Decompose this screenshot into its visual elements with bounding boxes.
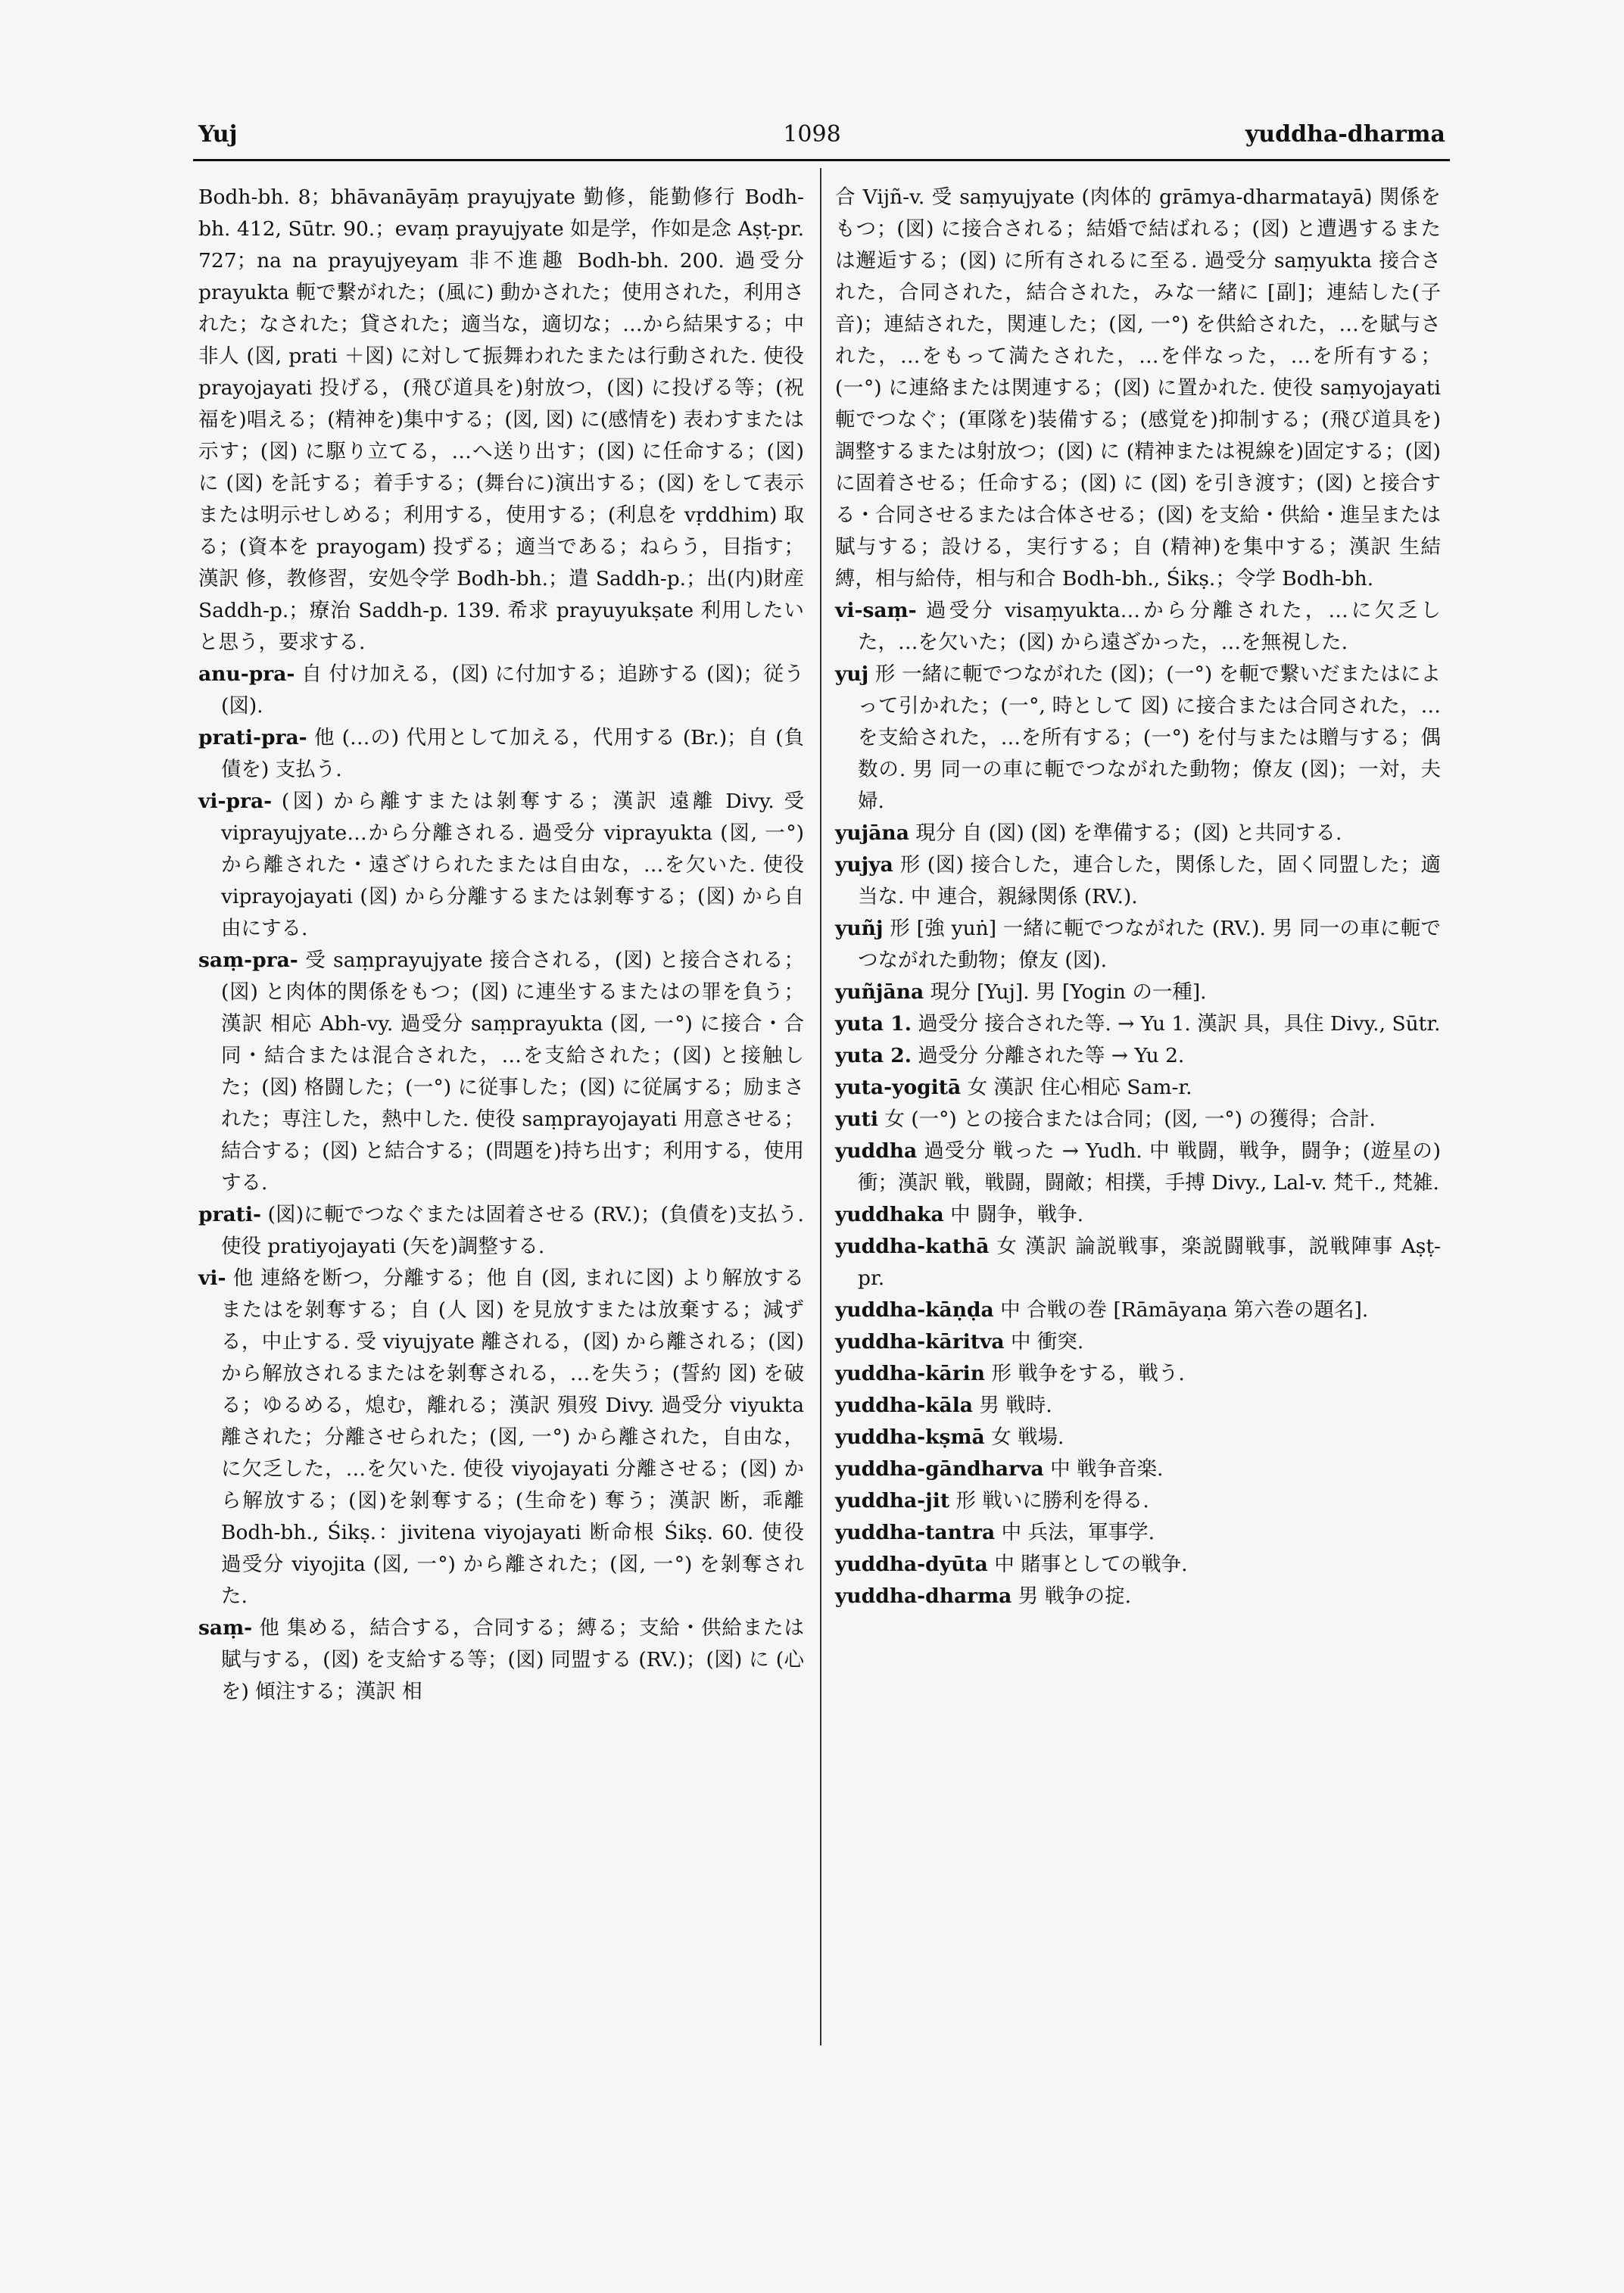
entry-headword: yuddhaka	[835, 1203, 944, 1226]
dictionary-entry	[835, 595, 1441, 659]
entry-headword: prati-	[198, 1203, 261, 1226]
dictionary-entry	[835, 1390, 1441, 1422]
entry-headword: yujya	[835, 853, 893, 877]
entry-text: 現分 自 (図) (図) を準備する；(図) と共同する.	[915, 821, 1342, 845]
entry-headword: yuñjāna	[835, 980, 924, 1004]
dictionary-entry	[198, 1263, 804, 1612]
entry-headword: yuddha	[835, 1139, 918, 1163]
entry-headword: prati-pra-	[198, 726, 307, 749]
entry-headword: anu-pra-	[198, 662, 295, 686]
entry-headword: vi-	[198, 1266, 226, 1290]
entry-text: 女 戦場.	[991, 1425, 1064, 1449]
entry-text: 女 (一°) との接合または合同；(図, 一°) の獲得；合計.	[884, 1108, 1376, 1131]
dictionary-entry	[835, 1294, 1441, 1326]
entry-text: 男 戦争の掟.	[1018, 1584, 1132, 1608]
dictionary-entry	[835, 1008, 1441, 1040]
entry-headword: yuta-yogitā	[835, 1076, 962, 1099]
entry-text: (図)に軛でつなぐまたは固着させる (RV.)；(負債を)支払う. 使役 pratiyojayati (矢を)調整する.	[221, 1203, 804, 1258]
entry-text: 中 闘争，戦争.	[950, 1203, 1083, 1226]
dictionary-entry	[835, 1422, 1441, 1453]
entry-headword: yuddha-kāṇḍa	[835, 1298, 994, 1322]
left-column	[198, 182, 804, 1708]
entry-continuation	[198, 182, 804, 659]
entry-text: 形 戦いに勝利を得る.	[955, 1489, 1149, 1513]
entry-headword: yuj	[835, 662, 869, 686]
entry-headword: yuddha-dharma	[835, 1584, 1012, 1608]
entry-text: 中 賭事としての戦争.	[994, 1553, 1188, 1576]
entry-headword: saṃ-pra-	[198, 949, 298, 972]
entry-headword: yuddha-gāndharva	[835, 1457, 1044, 1481]
dictionary-entry	[835, 1549, 1441, 1581]
entry-text: 合 Vijñ-v. 受 saṃyujyate (肉体的 grāmya-dharmatayā) 関係をもつ；(図) に接合される；結婚で結ばれる；(図) と遭遇するまたは邂逅する；(図) に所有されるに至る. 過受分 saṃyukta 接合された，合同された，結合された，みな一緒に [副]；連結した(子音)；連結された，関連した；(図, 一°) を供給された，…を賦与された，…をもって満たされた，…を伴なった，…を所有する；(一°) に連絡または関連する；(図) に置かれた. 使役 saṃyojayati 軛でつなぐ；(軍隊を)装備する；(感覚を)抑制する；(飛び道具を)調整するまたは射放つ；(図) に (精神または視線を)固定する；(図) に固着させる；任命する；(図) に (図) を引き渡す；(図) と接合する・合同させるまたは合体させる；(図) を支給・供給・進呈または賦与する；設ける，実行する；自 (精神)を集中する；漢訳 生結縛，相与給侍，相与和合 Bodh-bh., Śikṣ.；令学 Bodh-bh.	[835, 185, 1441, 590]
entry-headword: yuti	[835, 1108, 878, 1131]
entry-text: 形 [強 yuṅ] 一緒に軛でつながれた (RV.). 男 同一の車に軛でつながれた動物；僚友 (図).	[858, 917, 1441, 972]
entry-headword: vi-saṃ-	[835, 599, 917, 622]
dictionary-entry	[835, 1231, 1441, 1294]
entry-text: 男 戦時.	[979, 1394, 1052, 1417]
dictionary-entry	[835, 1453, 1441, 1485]
entry-text: 中 合戦の巻 [Rāmāyaṇa 第六巻の題名].	[1000, 1298, 1369, 1322]
entry-text: (図) から離すまたは剝奪する；漢訳 遠離 Divy. 受 viprayujyate…から分離される. 過受分 viprayukta (図, 一°) から離された・遠ざけられたまたは自由な，…を欠いた. 使役 viprayojayati (図) から分離するまたは剝奪する；(図) から自由にする.	[221, 790, 804, 940]
dictionary-entry	[835, 1581, 1441, 1612]
entry-text: 中 衝突.	[1010, 1330, 1084, 1354]
entry-text: Bodh-bh. 8；bhāvanāyāṃ prayujyate 勤修，能勤修行 Bodh-bh. 412, Sūtr. 90.；evaṃ prayujyate 如是学，作如是念 Aṣṭ-pr. 727；na na prayujyeyam 非不進趣 Bodh-bh. 200. 過受分 prayukta 軛で繋がれた；(風に) 動かされた；使用された，利用された；なされた；貸された；適当な，適切な；…から結果する；中 非人 (図, prati ＋図) に対して振舞われたまたは行動された. 使役 prayojayati 投げる，(飛び道具を)射放つ，(図) に投げる等；(祝福を)唱える；(精神を)集中する；(図, 図) に(感情を) 表わすまたは示す；(図) に駆り立てる，…へ送り出す；(図) に任命する；(図) に (図) を託する；着手する；(舞台に)演出する；(図) をして表示または明示せしめる；利用する，使用する；(利息を vṛddhim) 取る；(資本を prayogam) 投ずる；適当である；ねらう，目指す；漢訳 修，教修習，安処令学 Bodh-bh.；遣 Saddh-p.；出(内)財産 Saddh-p.；療治 Saddh-p. 139. 希求 prayuyukṣate 利用したいと思う，要求する.	[198, 185, 804, 654]
dictionary-entry	[835, 1104, 1441, 1136]
dictionary-entry	[835, 913, 1441, 977]
entry-headword: yuddha-kathā	[835, 1235, 990, 1258]
entry-text: 形 一緒に軛でつながれた (図)；(一°) を軛で繋いだまたはによって引かれた；(一°, 時として 図) に接合または合同された，…を支給された，…を所有する；(一°) を付与または贈与する；偶数の. 男 同一の車に軛でつながれた動物；僚友 (図)；一対，夫婦.	[858, 662, 1441, 813]
entry-text: 他 連絡を断つ，分離する；他 自 (図, まれに図) より解放するまたはを剝奪する；自 (人 図) を見放すまたは放棄する；減ずる，中止する. 受 viyujyate 離される，(図) から離される；(図) から解放されるまたはを剝奪される，…を失う；(誓約 図) を破る；ゆるめる，熄む，離れる；漢訳 殞歿 Divy. 過受分 viyukta 離された；分離させられた；(図, 一°) から離された，自由な，に欠乏した，…を欠いた. 使役 viyojayati 分離させる；(図) から解放する；(図)を剝奪する；(生命を) 奪う；漢訳 断，乖離 Bodh-bh., Śikṣ.：jivitena viyojayati 断命根 Śikṣ. 60. 使役 過受分 viyojita (図, 一°) から離された；(図, 一°) を剝奪された.	[221, 1266, 804, 1608]
dictionary-entry	[835, 659, 1441, 818]
entry-headword: yuta 1.	[835, 1012, 912, 1036]
header-rule	[193, 159, 1450, 161]
dictionary-entry	[835, 1072, 1441, 1104]
page-number: 1098	[783, 121, 841, 148]
entry-headword: yuddha-tantra	[835, 1521, 996, 1544]
entry-text: 他 (…の) 代用として加える，代用する (Br.)；自 (負債を) 支払う.	[221, 726, 804, 781]
entry-text: 過受分 接合された等. → Yu 1. 漢訳 具，具住 Divy., Sūtr.	[918, 1012, 1441, 1036]
dictionary-entry	[835, 1358, 1441, 1390]
entry-text: 女 漢訳 住心相応 Sam-r.	[967, 1076, 1192, 1099]
entry-text: 現分 [Yuj]. 男 [Yogin の一種].	[930, 980, 1207, 1004]
entry-headword: vi-pra-	[198, 790, 273, 813]
entry-headword: yuta 2.	[835, 1044, 912, 1067]
entry-text: 他 集める，結合する，合同する；縛る；支給・供給または賦与する，(図) を支給する等；(図) 同盟する (RV.)；(図) に (心を) 傾注する；漢訳 相	[221, 1616, 804, 1703]
entry-text: 中 兵法，軍事学.	[1001, 1521, 1155, 1544]
entry-text: 過受分 visaṃyukta…から分離された，…に欠乏した，…を欠いた；(図) から遠ざかった，…を無視した.	[858, 599, 1441, 654]
entry-headword: yuñj	[835, 917, 884, 940]
dictionary-entry	[198, 1199, 804, 1263]
dictionary-entry	[835, 818, 1441, 849]
dictionary-entry	[835, 977, 1441, 1008]
entry-headword: yuddha-jit	[835, 1489, 950, 1513]
dictionary-entry	[835, 1040, 1441, 1072]
entry-text: 形 戦争をする，戦う.	[991, 1362, 1185, 1385]
entry-headword: yuddha-kārin	[835, 1362, 985, 1385]
entry-headword: yuddha-kāritva	[835, 1330, 1005, 1354]
entry-text: 過受分 戦った → Yudh. 中 戦闘，戦争，闘争；(遊星の) 衝；漢訳 戦，戦闘，闘敵；相撲，手搏 Divy., Lal-v. 梵千., 梵雑.	[858, 1139, 1441, 1195]
entry-text: 女 漢訳 論説戦事，楽説闘戦事，説戦陣事 Aṣṭ-pr.	[858, 1235, 1441, 1290]
entry-text: 自 付け加える，(図) に付加する；追跡する (図)；従う (図).	[221, 662, 804, 718]
entry-text: 過受分 分離された等 → Yu 2.	[918, 1044, 1185, 1067]
left-running-head: Yuj	[198, 121, 238, 148]
entry-continuation	[835, 182, 1441, 595]
entry-text: 受 saṃprayujyate 接合される，(図) と接合される；(図) と肉体的関係をもつ；(図) に連坐するまたはの罪を負う；漢訳 相応 Abh-vy. 過受分 saṃprayukta (図, 一°) に接合・合同・結合または混合された，…を支給された；(図) と接触した；(図) 格闘した；(一°) に従事した；(図) に従属する；励まされた；専注した，熱中した. 使役 saṃprayojayati 用意させる；結合する；(図) と結合する；(問題を)持ち出す；利用する，使用する.	[221, 949, 804, 1195]
dictionary-entry	[198, 722, 804, 786]
entry-headword: yuddha-kāla	[835, 1394, 973, 1417]
right-column	[835, 182, 1441, 1612]
entry-text: 中 戦争音楽.	[1050, 1457, 1164, 1481]
entry-headword: yujāna	[835, 821, 909, 845]
right-running-head: yuddha-dharma	[1245, 121, 1445, 148]
entry-text: 形 (図) 接合した，連合した，関係した，固く同盟した；適当な. 中 連合，親縁関係 (RV.).	[858, 853, 1441, 908]
dictionary-entry	[198, 1612, 804, 1708]
entry-headword: yuddha-dyūta	[835, 1553, 988, 1576]
dictionary-entry	[835, 1199, 1441, 1231]
entry-headword: saṃ-	[198, 1616, 253, 1640]
column-divider	[820, 168, 821, 2045]
dictionary-entry	[835, 1136, 1441, 1199]
dictionary-entry	[835, 1485, 1441, 1517]
dictionary-entry	[835, 1517, 1441, 1549]
dictionary-entry	[198, 945, 804, 1199]
dictionary-entry	[835, 1326, 1441, 1358]
dictionary-entry	[835, 849, 1441, 913]
dictionary-entry	[198, 659, 804, 722]
entry-headword: yuddha-kṣmā	[835, 1425, 985, 1449]
dictionary-entry	[198, 786, 804, 945]
